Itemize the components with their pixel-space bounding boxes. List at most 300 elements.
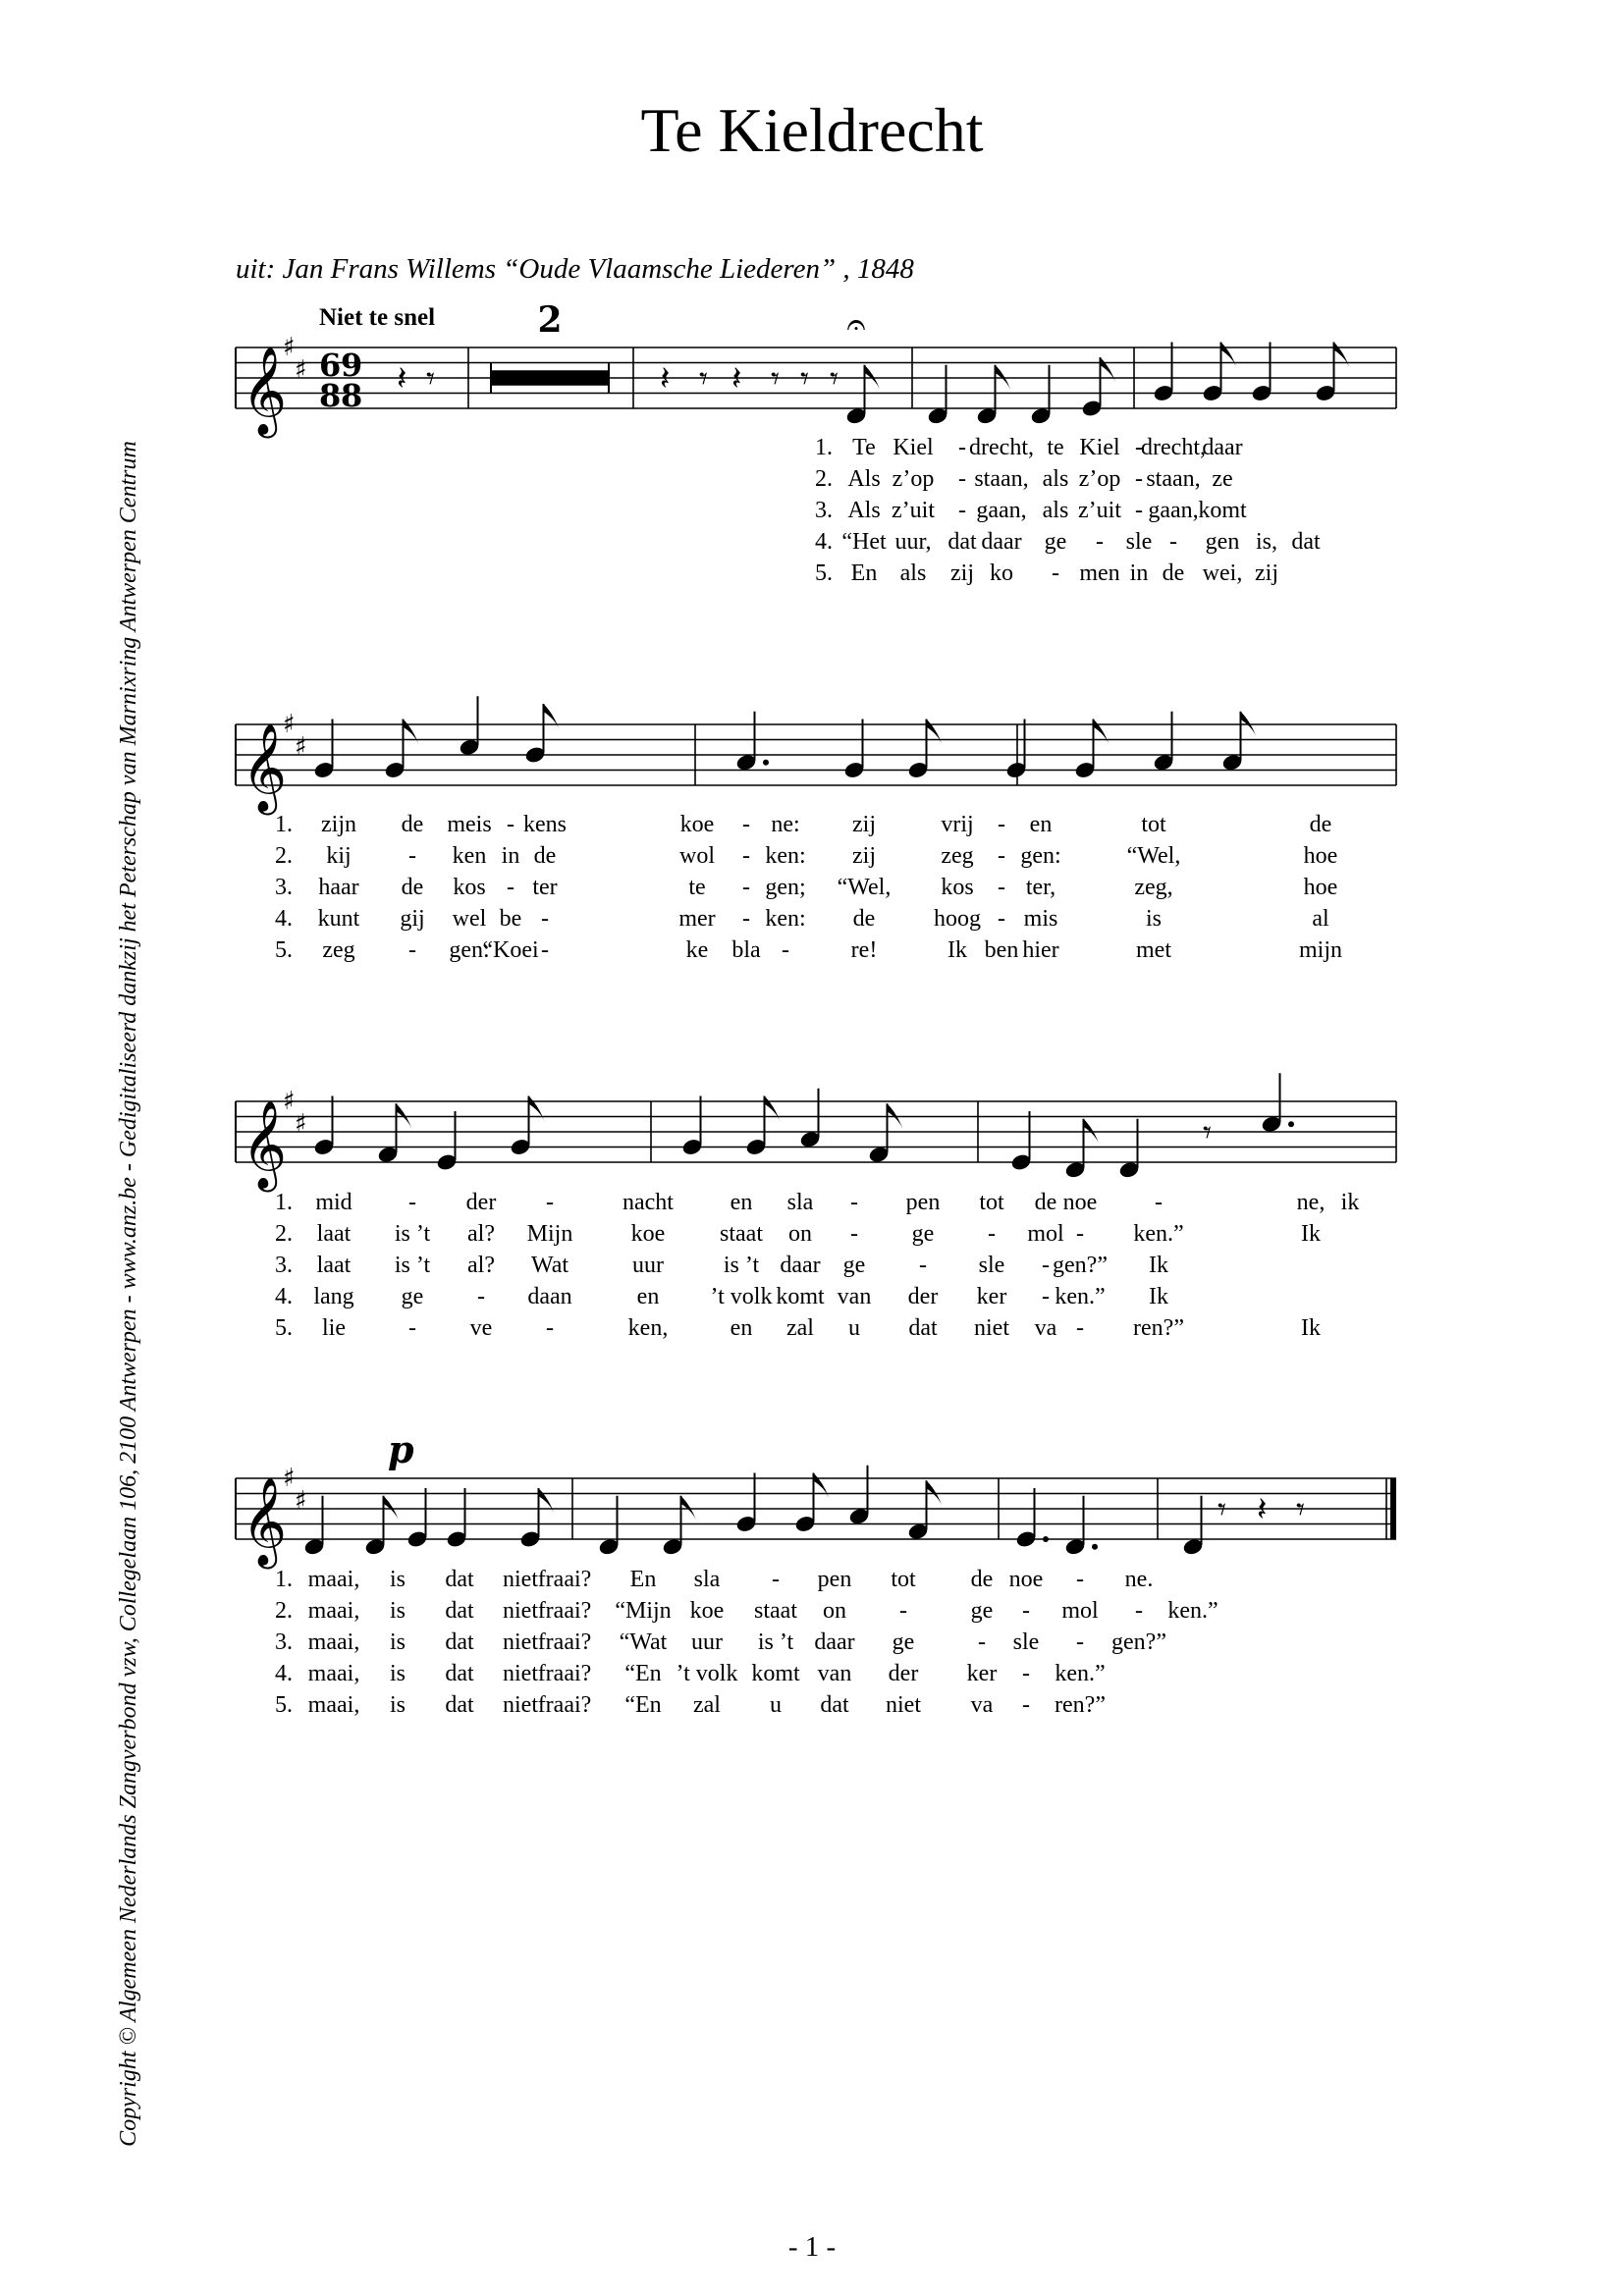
lyric-syllable: 3. xyxy=(275,1253,293,1278)
lyric-syllable: pen xyxy=(817,1567,852,1592)
lyric-syllable: - xyxy=(958,498,966,523)
lyric-syllable: 3. xyxy=(275,1629,293,1655)
lyric-syllable: “Wel, xyxy=(837,875,892,900)
lyric-syllable: - xyxy=(1042,1284,1050,1309)
lyric-syllable: 5. xyxy=(275,1315,293,1341)
lyric-syllable: - xyxy=(1076,1629,1084,1655)
rest-icon: 𝄾 xyxy=(830,359,839,399)
lyric-syllable: laat xyxy=(316,1221,352,1247)
augmentation-dot xyxy=(1288,1121,1294,1127)
lyric-syllable: sle xyxy=(1012,1629,1040,1655)
sharp-icon: ♯ xyxy=(283,1464,296,1493)
lyric-syllable: de xyxy=(1309,812,1332,837)
lyric-syllable: zij xyxy=(852,843,876,869)
lyric-syllable: fraai? xyxy=(537,1598,592,1624)
note xyxy=(598,1496,621,1557)
lyric-syllable: gen?” xyxy=(1053,1253,1108,1278)
lyric-syllable: “Wat xyxy=(619,1629,668,1655)
lyric-syllable: - xyxy=(850,1221,858,1247)
lyric-syllable: ken: xyxy=(765,843,806,869)
lyric-syllable: ne, xyxy=(1296,1190,1326,1215)
lyric-syllable: de xyxy=(852,906,876,932)
lyric-syllable: men xyxy=(1079,561,1120,586)
lyric-syllable: meis xyxy=(447,812,492,837)
lyric-syllable: komt xyxy=(776,1284,825,1309)
lyric-syllable: zij xyxy=(1255,561,1278,586)
lyric-syllable: uur xyxy=(632,1253,664,1278)
lyric-syllable: de xyxy=(401,875,424,900)
lyric-syllable: daan xyxy=(527,1284,572,1309)
lyric-syllable: gen: xyxy=(449,937,490,963)
treble-clef-icon: 𝄞 xyxy=(242,347,288,435)
copyright-notice: Copyright © Algemeen Nederlands Zangverbond vzw, Collegelaan 106, 2100 Antwerpen - www.anz.be - Gedigitaliseerd dankzij het Peterschap van Marnixring Antwerpen Centrum xyxy=(116,441,141,2147)
lyric-syllable: - xyxy=(408,1190,416,1215)
lyric-syllable: sle xyxy=(978,1253,1005,1278)
lyric-syllable: 1. xyxy=(815,435,833,460)
lyric-syllable: ken.” xyxy=(1133,1221,1184,1247)
lyric-syllable: sla xyxy=(786,1190,814,1215)
rest-icon: 𝄾 xyxy=(771,359,781,399)
lyric-syllable: Ik xyxy=(1301,1221,1321,1247)
rest-icon: 𝄾 xyxy=(1296,1490,1306,1529)
lyric-syllable: u xyxy=(770,1692,782,1718)
lyric-syllable: 4. xyxy=(815,529,833,555)
staff-system-2 xyxy=(236,710,1396,963)
rest-icon: 𝄽 xyxy=(731,359,742,399)
lyric-syllable: Ik xyxy=(947,937,967,963)
lyric-syllable: en xyxy=(1029,812,1053,837)
treble-clef-icon: 𝄞 xyxy=(242,723,288,812)
lyric-syllable: tot xyxy=(979,1190,1004,1215)
note xyxy=(868,1103,903,1164)
lyric-syllable: - xyxy=(978,1629,986,1655)
lyric-syllable: zal xyxy=(786,1315,814,1341)
lyric-syllable: hier xyxy=(1022,937,1059,963)
lyric-syllable: va xyxy=(1034,1315,1057,1341)
tempo-marking: Niet te snel xyxy=(319,304,436,331)
lyric-syllable: al? xyxy=(467,1253,495,1278)
lyric-syllable: ik xyxy=(1340,1190,1360,1215)
lyric-syllable: ge xyxy=(842,1253,866,1278)
lyric-syllable: komt xyxy=(1198,498,1247,523)
lyric-syllable: uur xyxy=(691,1629,723,1655)
lyric-syllable: 2. xyxy=(815,466,833,492)
lyric-syllable: vrij xyxy=(941,812,974,837)
note-flag xyxy=(1101,357,1116,383)
lyric-syllable: staan, xyxy=(974,466,1029,492)
note xyxy=(681,1096,704,1157)
lyric-syllable: staan, xyxy=(1146,466,1201,492)
lyric-syllable: “En xyxy=(624,1661,662,1686)
page-number: - 1 - xyxy=(787,2231,837,2263)
note xyxy=(313,720,336,780)
note-flag xyxy=(1221,343,1237,368)
lyric-syllable: ge xyxy=(970,1598,994,1624)
note xyxy=(1064,1496,1098,1557)
lyric-syllable: en xyxy=(730,1190,753,1215)
sharp-icon: ♯ xyxy=(283,710,296,739)
lyric-syllable: ge xyxy=(1044,529,1067,555)
lyric-syllable: ter, xyxy=(1025,875,1056,900)
lyric-syllable: 2. xyxy=(275,1598,293,1624)
lyric-syllable: - xyxy=(1022,1661,1030,1686)
lyric-syllable: Als xyxy=(847,498,881,523)
lyric-syllable: zeg xyxy=(941,843,974,869)
note xyxy=(1221,712,1257,773)
lyric-syllable: ren?” xyxy=(1133,1315,1184,1341)
lyric-syllable: pen xyxy=(905,1190,941,1215)
lyric-syllable: “Mijn xyxy=(615,1598,672,1624)
note-flag xyxy=(927,720,943,745)
lyric-syllable: - xyxy=(1076,1315,1084,1341)
note xyxy=(799,1089,822,1149)
lyric-syllable: niet xyxy=(974,1315,1009,1341)
lyric-syllable: 4. xyxy=(275,1661,293,1686)
lyric-syllable: ker xyxy=(966,1661,998,1686)
lyric-syllable: 2. xyxy=(275,1221,293,1247)
lyric-syllable: z’op xyxy=(892,466,935,492)
lyric-syllable: is xyxy=(389,1567,406,1592)
lyric-syllable: der xyxy=(465,1190,497,1215)
lyric-syllable: 5. xyxy=(275,1692,293,1718)
fermata-icon: 𝄐 xyxy=(846,305,866,345)
lyric-syllable: on xyxy=(788,1221,812,1247)
lyric-syllable: maai, xyxy=(307,1692,360,1718)
lyric-syllable: dat xyxy=(947,529,977,555)
lyric-syllable: kos xyxy=(453,875,486,900)
lyric-syllable: ke xyxy=(685,937,709,963)
lyric-syllable: wel xyxy=(452,906,487,932)
lyric-syllable: zij xyxy=(852,812,876,837)
augmentation-dot xyxy=(763,760,769,766)
rest-icon: 𝄽 xyxy=(1257,1490,1268,1529)
lyric-syllable: - xyxy=(408,843,416,869)
lyric-syllable: Ik xyxy=(1149,1253,1168,1278)
lyric-syllable: re! xyxy=(850,937,878,963)
lyric-syllable: zal xyxy=(693,1692,721,1718)
lyric-syllable: va xyxy=(970,1692,994,1718)
note xyxy=(735,712,769,773)
lyric-syllable: te xyxy=(688,875,706,900)
lyric-syllable: der xyxy=(907,1284,939,1309)
lyric-syllable: is xyxy=(389,1629,406,1655)
lyric-syllable: mol xyxy=(1061,1598,1099,1624)
lyric-syllable: - xyxy=(1135,498,1143,523)
lyric-syllable: 4. xyxy=(275,1284,293,1309)
lyric-syllable: is ’t xyxy=(394,1253,431,1278)
time-signature-numerator: 9 xyxy=(341,347,363,384)
lyric-syllable: - xyxy=(507,812,514,837)
lyric-syllable: in xyxy=(501,843,520,869)
lyric-syllable: - xyxy=(1096,529,1104,555)
sharp-icon: ♯ xyxy=(283,1087,296,1116)
lyric-syllable: ben xyxy=(984,937,1019,963)
lyric-syllable: ken.” xyxy=(1055,1661,1106,1686)
lyric-syllable: is, xyxy=(1255,529,1278,555)
lyric-syllable: bla xyxy=(731,937,761,963)
lyric-syllable: drecht, xyxy=(1141,435,1206,460)
lyric-syllable: - xyxy=(1135,466,1143,492)
note-flag xyxy=(1334,343,1350,368)
source-attribution: uit: Jan Frans Willems “Oude Vlaamsche Liederen” , 1848 xyxy=(236,253,914,285)
note xyxy=(1118,1119,1141,1180)
lyric-syllable: mol xyxy=(1027,1221,1064,1247)
lyric-syllable: dat xyxy=(445,1598,474,1624)
lyric-syllable: met xyxy=(1136,937,1171,963)
lyric-syllable: al xyxy=(1312,906,1329,932)
lyric-syllable: gen?” xyxy=(1111,1629,1166,1655)
lyric-syllable: te xyxy=(1047,435,1064,460)
lyric-syllable: ge xyxy=(892,1629,915,1655)
note xyxy=(1064,1119,1100,1180)
lyric-syllable: zij xyxy=(950,561,974,586)
sharp-icon: ♯ xyxy=(283,333,296,362)
lyric-syllable: - xyxy=(742,812,750,837)
lyric-syllable: de xyxy=(533,843,557,869)
lyric-syllable: z’uit xyxy=(892,498,935,523)
lyric-syllable: ter xyxy=(532,875,558,900)
note xyxy=(927,365,949,426)
lyric-syllable: zijn xyxy=(321,812,356,837)
treble-clef-icon: 𝄞 xyxy=(242,1477,288,1566)
lyric-syllable: Wat xyxy=(530,1253,569,1278)
lyric-syllable: 5. xyxy=(275,937,293,963)
lyric-syllable: ren?” xyxy=(1055,1692,1106,1718)
lyric-syllable: “Het xyxy=(841,529,887,555)
rest-icon: 𝄾 xyxy=(699,359,709,399)
lyric-syllable: ’t volk xyxy=(710,1284,773,1309)
lyric-syllable: daar xyxy=(981,529,1022,555)
note xyxy=(446,1488,468,1549)
lyric-syllable: ken.” xyxy=(1167,1598,1218,1624)
lyric-syllable: ne: xyxy=(771,812,800,837)
lyric-syllable: maai, xyxy=(307,1629,360,1655)
lyric-syllable: - xyxy=(507,875,514,900)
lyric-syllable: dat xyxy=(908,1315,938,1341)
lyric-syllable: niet xyxy=(503,1629,538,1655)
lyric-syllable: noe xyxy=(1062,1190,1098,1215)
lyric-syllable: - xyxy=(742,906,750,932)
lyric-syllable: Kiel xyxy=(893,435,934,460)
lyric-syllable: is ’t xyxy=(394,1221,431,1247)
lyric-syllable: koe xyxy=(630,1221,666,1247)
lyric-syllable: als xyxy=(899,561,927,586)
augmentation-dot xyxy=(1092,1544,1098,1550)
lyric-syllable: hoe xyxy=(1303,843,1338,869)
note-flag xyxy=(529,1096,545,1122)
lyric-syllable: dat xyxy=(445,1629,474,1655)
lyric-syllable: “Koei xyxy=(482,937,539,963)
lyric-syllable: Ik xyxy=(1149,1284,1168,1309)
lyric-syllable: en xyxy=(636,1284,660,1309)
note xyxy=(377,1103,412,1164)
lyric-syllable: - xyxy=(1076,1567,1084,1592)
note-flag xyxy=(1094,720,1110,745)
lyric-syllable: de xyxy=(401,812,424,837)
lyric-syllable: z’op xyxy=(1078,466,1121,492)
time-signature-denominator: 8 xyxy=(341,377,363,414)
lyric-syllable: dat xyxy=(445,1692,474,1718)
note xyxy=(976,365,1011,426)
note xyxy=(735,1473,758,1534)
lyric-syllable: 1. xyxy=(275,812,293,837)
note xyxy=(1261,1073,1294,1134)
lyric-syllable: gaan, xyxy=(976,498,1027,523)
lyric-syllable: - xyxy=(477,1284,485,1309)
lyric-syllable: koe xyxy=(679,812,715,837)
lyric-syllable: niet xyxy=(503,1661,538,1686)
final-barline-thick xyxy=(1390,1478,1396,1539)
lyric-syllable: - xyxy=(742,875,750,900)
lyric-syllable: niet xyxy=(503,1567,538,1592)
lyric-syllable: - xyxy=(546,1190,554,1215)
lyric-syllable: - xyxy=(541,906,549,932)
lyric-syllable: ge xyxy=(911,1221,935,1247)
lyric-syllable: ken.” xyxy=(1055,1284,1106,1309)
lyric-syllable: wol xyxy=(679,843,715,869)
lyric-syllable: is xyxy=(389,1661,406,1686)
lyric-syllable: 3. xyxy=(815,498,833,523)
sharp-icon: ♯ xyxy=(295,732,307,762)
note xyxy=(843,720,866,780)
lyric-syllable: Mijn xyxy=(526,1221,573,1247)
lyric-syllable: - xyxy=(919,1253,927,1278)
lyric-syllable: 5. xyxy=(815,561,833,586)
lyric-syllable: 3. xyxy=(275,875,293,900)
lyric-syllable: ko xyxy=(990,561,1013,586)
lyric-syllable: uur, xyxy=(894,529,932,555)
lyric-syllable: - xyxy=(1042,1253,1050,1278)
lyric-syllable: niet xyxy=(503,1692,538,1718)
note xyxy=(907,1480,943,1541)
lyric-syllable: ’t volk xyxy=(676,1661,738,1686)
lyric-syllable: gen: xyxy=(1020,843,1061,869)
lyric-syllable: kunt xyxy=(317,906,360,932)
note xyxy=(1153,343,1175,403)
lyric-syllable: hoog xyxy=(934,906,981,932)
lyric-syllable: maai, xyxy=(307,1598,360,1624)
lyric-syllable: dat xyxy=(820,1692,849,1718)
lyric-syllable: - xyxy=(408,937,416,963)
lyric-syllable: gen; xyxy=(765,875,806,900)
lyric-syllable: haar xyxy=(318,875,359,900)
lyric-syllable: niet xyxy=(886,1692,921,1718)
staff-system-1 xyxy=(236,333,1396,586)
lyric-syllable: - xyxy=(998,812,1005,837)
lyric-syllable: be xyxy=(499,906,522,932)
note-flag xyxy=(539,1488,555,1514)
rest-icon: 𝄾 xyxy=(426,359,436,399)
sharp-icon: ♯ xyxy=(295,1109,307,1139)
lyric-syllable: - xyxy=(1076,1221,1084,1247)
note-flag xyxy=(814,1473,830,1499)
lyric-syllable: - xyxy=(1052,561,1059,586)
note-flag xyxy=(404,720,419,745)
treble-clef-icon: 𝄞 xyxy=(242,1100,288,1189)
time-signature-denominator: 8 xyxy=(319,377,342,414)
lyric-syllable: Kiel xyxy=(1079,435,1120,460)
lyric-syllable: - xyxy=(1155,1190,1163,1215)
lyric-syllable: dat xyxy=(1291,529,1321,555)
note-flag xyxy=(544,704,560,729)
note xyxy=(1010,1111,1033,1172)
lyric-syllable: ze xyxy=(1212,466,1233,492)
lyric-syllable: - xyxy=(958,435,966,460)
lyric-syllable: de xyxy=(970,1567,994,1592)
lyric-syllable: maai, xyxy=(307,1567,360,1592)
lyric-syllable: 1. xyxy=(275,1190,293,1215)
lyric-syllable: - xyxy=(1135,435,1143,460)
lyric-syllable: Als xyxy=(847,466,881,492)
time-signature-numerator: 6 xyxy=(319,347,342,384)
lyric-syllable: koe xyxy=(689,1598,725,1624)
lyric-syllable: in xyxy=(1129,561,1149,586)
lyric-syllable: 4. xyxy=(275,906,293,932)
lyric-syllable: daar xyxy=(780,1253,821,1278)
lyric-syllable: ge xyxy=(401,1284,424,1309)
note xyxy=(406,1488,429,1549)
lyric-syllable: zeg, xyxy=(1134,875,1173,900)
lyric-syllable: gij xyxy=(400,906,425,932)
lyric-syllable: ken, xyxy=(627,1315,669,1341)
lyric-syllable: gaan, xyxy=(1148,498,1199,523)
note xyxy=(1005,720,1028,780)
note xyxy=(845,365,881,426)
lyric-syllable: niet xyxy=(503,1598,538,1624)
sharp-icon: ♯ xyxy=(295,1486,307,1516)
lyric-syllable: fraai? xyxy=(537,1692,592,1718)
sharp-icon: ♯ xyxy=(295,355,307,385)
lyric-syllable: - xyxy=(958,466,966,492)
lyric-syllable: de xyxy=(1034,1190,1057,1215)
note xyxy=(1182,1496,1205,1557)
lyric-syllable: lang xyxy=(313,1284,354,1309)
lyric-syllable: “En xyxy=(624,1692,662,1718)
lyric-syllable: ker xyxy=(976,1284,1007,1309)
lyric-syllable: is ’t xyxy=(723,1253,760,1278)
multirest-count: 2 xyxy=(537,299,563,341)
lyric-syllable: gen xyxy=(1205,529,1240,555)
note xyxy=(1153,712,1175,773)
lyric-syllable: u xyxy=(848,1315,860,1341)
lyric-syllable: van xyxy=(837,1284,872,1309)
lyric-syllable: en xyxy=(730,1315,753,1341)
lyric-syllable: En xyxy=(850,561,878,586)
lyric-syllable: - xyxy=(1022,1692,1030,1718)
lyric-syllable: 1. xyxy=(275,1567,293,1592)
lyric-syllable: - xyxy=(899,1598,907,1624)
lyric-syllable: - xyxy=(408,1315,416,1341)
lyric-syllable: z’uit xyxy=(1078,498,1121,523)
lyric-syllable: nacht xyxy=(623,1190,674,1215)
song-title: Te Kieldrecht xyxy=(640,95,984,165)
lyric-syllable: staat xyxy=(754,1598,797,1624)
note-flag xyxy=(765,1096,781,1122)
lyric-syllable: laat xyxy=(316,1253,352,1278)
lyric-syllable: dat xyxy=(445,1661,474,1686)
augmentation-dot xyxy=(1043,1536,1049,1542)
lyric-syllable: kens xyxy=(523,812,567,837)
lyric-syllable: drecht, xyxy=(969,435,1034,460)
lyric-syllable: - xyxy=(1022,1598,1030,1624)
lyric-syllable: als xyxy=(1042,466,1069,492)
lyric-syllable: tot xyxy=(1141,812,1166,837)
lyric-syllable: ve xyxy=(469,1315,493,1341)
lyric-syllable: 2. xyxy=(275,843,293,869)
note xyxy=(848,1466,871,1526)
lyric-syllable: is xyxy=(389,1692,406,1718)
lyric-syllable: on xyxy=(823,1598,846,1624)
